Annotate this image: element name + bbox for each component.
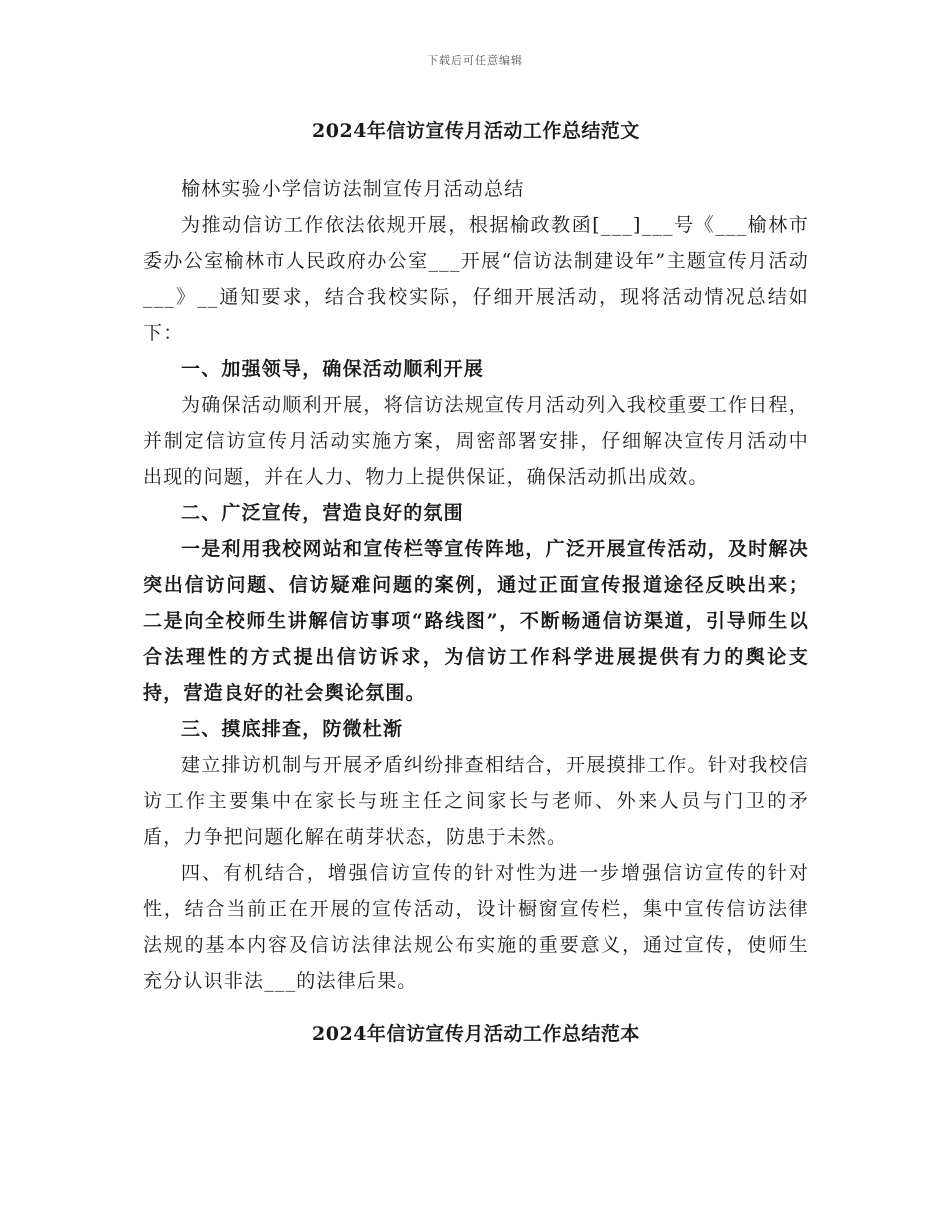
header-note: 下载后可任意编辑 — [427, 54, 523, 67]
section-body-3: 建立排访机制与开展矛盾纠纷排查相结合，开展摸排工作。针对我校信访工作主要集中在家长与班主任之间家长与老师、外来人员与门卫的矛盾，力争把问题化解在萌芽状态，防患于未然。 — [143, 753, 809, 848]
second-document-title: 2024年信访宣传月活动工作总结范本 — [312, 1022, 640, 1045]
section-heading-3: 三、摸底排查，防微杜渐 — [181, 717, 404, 740]
document-title: 2024年信访宣传月活动工作总结范文 — [312, 120, 640, 142]
section-body-4: 四、有机结合，增强信访宣传的针对性为进一步增强信访宣传的针对性，结合当前正在开展的宣传活动，设计橱窗宣传栏，集中宣传信访法律法规的基本内容及信访法律法规公布实施的重要意义，通过宣传，使师生充分认识非法___的法律后果。 — [143, 861, 809, 992]
intro-paragraph: 为推动信访工作依法依规开展，根据榆政教函[___]___号《___榆林市委办公室榆林市人民政府办公室___开展“信访法制建设年”主题宣传月活动___》__通知要求，结合我校实际，仔细开展活动，现将活动情况总结如下： — [143, 213, 809, 344]
subtitle-paragraph: 榆林实验小学信访法制宣传月活动总结 — [181, 177, 525, 200]
section-heading-2: 二、广泛宣传，营造良好的氛围 — [181, 501, 464, 524]
section-body-1: 为确保活动顺利开展，将信访法规宣传月活动列入我校重要工作日程，并制定信访宣传月活动实施方案，周密部署安排，仔细解决宣传月活动中出现的问题，并在人力、物力上提供保证，确保活动抓出成效。 — [143, 393, 809, 488]
section-heading-1: 一、加强领导，确保活动顺利开展 — [181, 357, 485, 380]
document-page — [143, 118, 809, 1073]
section-body-2: 一是利用我校网站和宣传栏等宣传阵地，广泛开展宣传活动，及时解决突出信访问题、信访疑难问题的案例，通过正面宣传报道途径反映出来；二是向全校师生讲解信访事项“路线图”，不断畅通信访渠道，引导师生以合法理性的方式提出信访诉求，为信访工作科学进展提供有力的舆论支持，营造良好的社会舆论氛围。 — [143, 537, 809, 704]
